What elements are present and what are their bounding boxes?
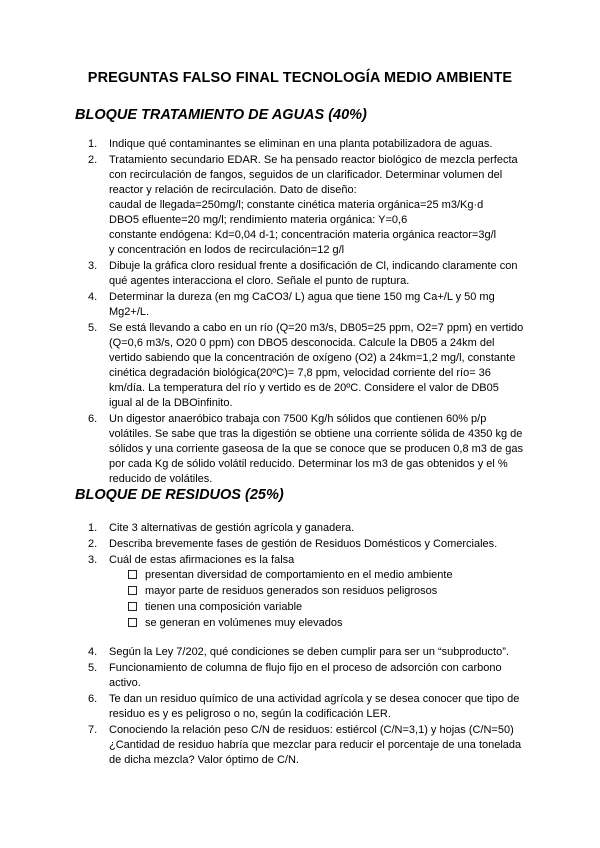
question-text-line: activo. — [109, 677, 141, 689]
question-text-line: reducido de volátiles. — [109, 473, 213, 485]
question-number: 3. — [88, 260, 98, 272]
question-number: 6. — [88, 413, 98, 425]
question-text-line: Funcionamiento de columna de flujo fijo en el proceso de adsorción con carbono — [109, 662, 502, 674]
question-text-line: (Q=0,6 m3/s, O20 0 ppm) con DBO5 desconocida. Calcule la DB05 a 24km del — [109, 337, 495, 349]
question-number: 1. — [88, 138, 98, 150]
waste-questions-list-b — [88, 645, 528, 768]
question-text-line: qué agentes interacciona el cloro. Señale el punto de ruptura. — [109, 275, 410, 287]
answer-option — [128, 615, 453, 631]
question-item — [88, 321, 528, 411]
question-number: 4. — [88, 646, 98, 658]
question-text-line: caudal de llegada=250mg/l; constante cinética materia orgánica=25 m3/Kg·d — [109, 199, 484, 211]
question-text-line: Determinar la dureza (en mg CaCO3/ L) agua que tiene 150 mg Ca+/L y 50 mg — [109, 291, 495, 303]
question-item — [88, 661, 528, 691]
question-text-line: sólidos y una corriente gaseosa de la que se conoce que se producen 0,8 m3 de gas — [109, 443, 523, 455]
question-item — [88, 521, 528, 536]
question-number: 2. — [88, 538, 98, 550]
question-text-line: reactor y relación de recirculación. Dato de diseño: — [109, 184, 357, 196]
question-item — [88, 259, 528, 289]
question-text-line: Dibuje la gráfica cloro residual frente a dosificación de Cl, indicando claramente con — [109, 260, 518, 272]
question-text-line: residuo es y es peligroso o no, según la codificación LER. — [109, 708, 391, 720]
answer-option-text: tienen una composición variable — [145, 601, 303, 613]
question-item — [88, 290, 528, 320]
question-number: 6. — [88, 693, 98, 705]
checkbox-icon[interactable] — [128, 602, 137, 611]
question-text-line: ¿Cantidad de residuo habría que mezclar para reducir el porcentaje de una tonelada — [109, 739, 522, 751]
waste-questions-list-a — [88, 521, 528, 568]
question-text-line: Conociendo la relación peso C/N de residuos: estiércol (C/N=3,1) y hojas (C/N=50) — [109, 724, 514, 736]
answer-options-list — [128, 567, 453, 631]
question-text-line: constante endógena: Kd=0,04 d-1; concentración materia orgánica reactor=3g/l — [109, 229, 497, 241]
section-heading-waste: BLOQUE DE RESIDUOS (25%) — [75, 487, 284, 503]
question-text-line: con recirculación de fangos, seguidos de un clarificador. Determinar volumen del — [109, 169, 503, 181]
question-item — [88, 153, 528, 258]
question-item — [88, 537, 528, 552]
question-text-line: Un digestor anaeróbico trabaja con 7500 Kg/h sólidos que contienen 60% p/p — [109, 413, 487, 425]
question-text-line: Describa brevemente fases de gestión de Residuos Domésticos y Comerciales. — [109, 538, 498, 550]
question-number: 1. — [88, 522, 98, 534]
question-text-line: km/día. La temperatura del río y vertido es de 20ºC. Considere el valor de DB05 — [109, 382, 499, 394]
question-text-line: por cada Kg de sólido volátil reducido. Determinar los m3 de gas obtenidos y el % — [109, 458, 508, 470]
question-item — [88, 412, 528, 487]
question-text-line: Tratamiento secundario EDAR. Se ha pensado reactor biológico de mezcla perfecta — [109, 154, 518, 166]
answer-option — [128, 599, 453, 615]
question-text-line: vertido sabiendo que la concentración de oxígeno (O2) a 24km=1,2 mg/l, constante — [109, 352, 516, 364]
answer-option — [128, 567, 453, 583]
question-text-line: cinética degradación biológica(20ºC)= 7,8 ppm, velocidad corriente del río= 36 — [109, 367, 491, 379]
section-heading-water: BLOQUE TRATAMIENTO DE AGUAS (40%) — [75, 107, 367, 123]
water-questions-list — [88, 137, 528, 487]
question-number: 3. — [88, 554, 98, 566]
question-text-line: Indique qué contaminantes se eliminan en una planta potabilizadora de aguas. — [109, 138, 493, 150]
answer-option-text: presentan diversidad de comportamiento en el medio ambiente — [145, 569, 453, 581]
question-item — [88, 645, 528, 660]
page-title: PREGUNTAS FALSO FINAL TECNOLOGÍA MEDIO AMBIENTE — [87, 70, 513, 86]
question-number: 5. — [88, 322, 98, 334]
question-number: 5. — [88, 662, 98, 674]
question-text-line: Se está llevando a cabo en un río (Q=20 m3/s, DB05=25 ppm, O2=7 ppm) en vertido — [109, 322, 524, 334]
checkbox-icon[interactable] — [128, 586, 137, 595]
question-text-line: Cite 3 alternativas de gestión agrícola y ganadera. — [109, 522, 355, 534]
question-number: 4. — [88, 291, 98, 303]
question-text-line: volátiles. Se sabe que tras la digestión se obtiene una corriente sólida de 4350 kg de — [109, 428, 523, 440]
answer-option — [128, 583, 453, 599]
answer-option-text: se generan en volúmenes muy elevados — [145, 617, 343, 629]
question-text-line: DBO5 efluente=20 mg/l; rendimiento materia orgánica: Y=0,6 — [109, 214, 408, 226]
question-item — [88, 553, 528, 568]
answer-option-text: mayor parte de residuos generados son residuos peligrosos — [145, 585, 438, 597]
question-text-line: Cuál de estas afirmaciones es la falsa — [109, 554, 295, 566]
question-text-line: Mg2+/L. — [109, 306, 150, 318]
question-item — [88, 137, 528, 152]
question-text-line: Según la Ley 7/202, qué condiciones se deben cumplir para ser un “subproducto”. — [109, 646, 509, 658]
question-number: 7. — [88, 724, 98, 736]
question-item — [88, 723, 528, 768]
question-item — [88, 692, 528, 722]
checkbox-icon[interactable] — [128, 570, 137, 579]
question-text-line: igual al de la DBOinfinito. — [109, 397, 233, 409]
question-text-line: Te dan un residuo químico de una actividad agrícola y se desea conocer que tipo de — [109, 693, 520, 705]
question-number: 2. — [88, 154, 98, 166]
question-text-line: de dicha mezcla? Valor óptimo de C/N. — [109, 754, 299, 766]
checkbox-icon[interactable] — [128, 618, 137, 627]
question-text-line: y concentración en lodos de recirculación=12 g/l — [109, 244, 345, 256]
